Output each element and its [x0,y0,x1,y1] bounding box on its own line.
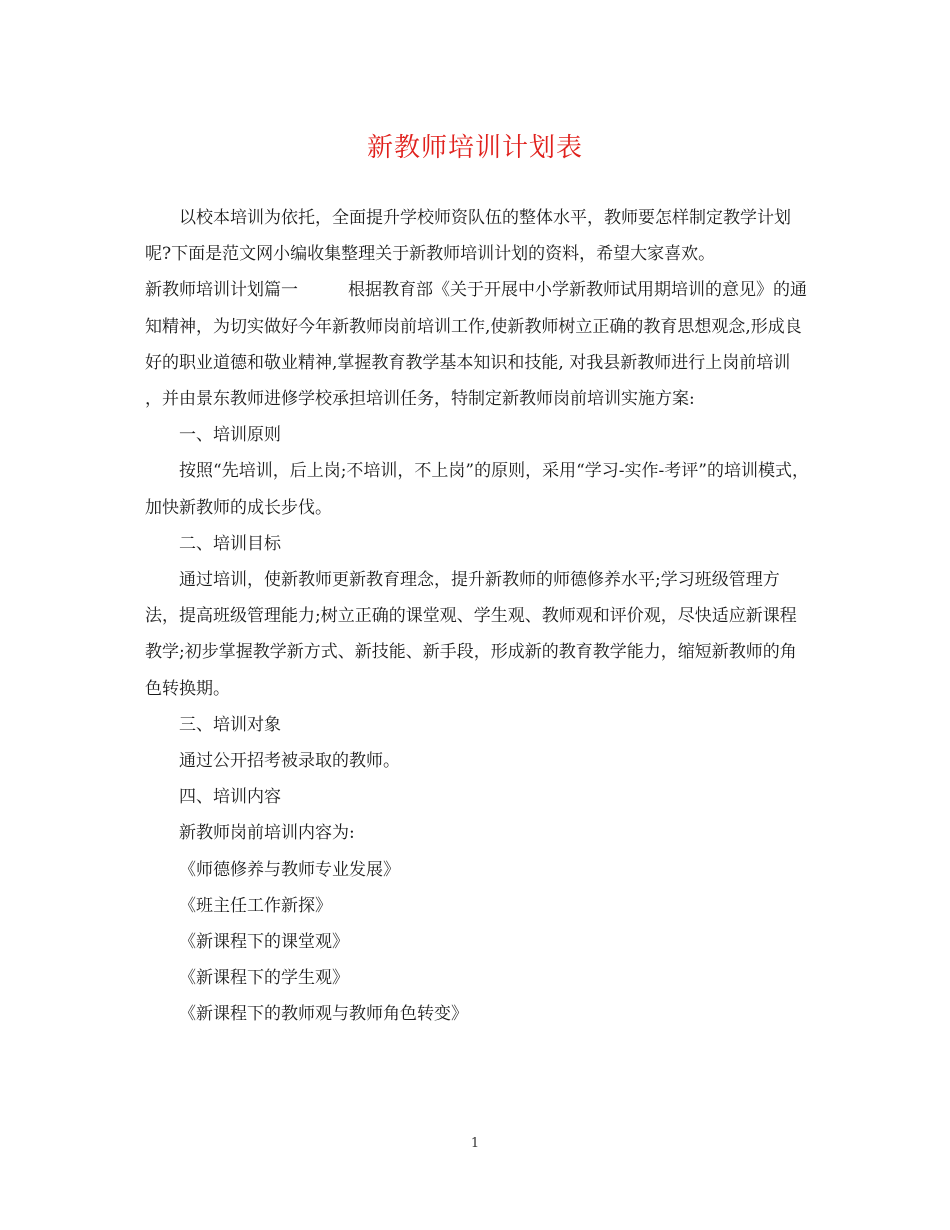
paragraph-content: 新教师岗前培训内容为: [179,823,355,844]
paragraph-goals: 通过培训，使新教师更新教育理念，提升新教师的师德修养水平;学习班级管理方法，提高班级管理能力;树立正确的课堂观、学生观、教师观和评价观，尽快适应新课程教学;初步掌握教学新方式、新技能、新手段，形成新的教育教学能力，缩短新教师的角色转换期。 [145,570,797,699]
list-item: 《师德修养与教师专业发展》 [179,859,400,880]
page-number: 1 [470,1136,480,1151]
section-paragraph [145,272,810,417]
section-first-paragraph: 根据教育部《关于开展中小学新教师试用期培训的意见》的通知精神，为切实做好今年新教师岗前培训工作,使新教师树立正确的教育思想观念,形成良好的职业道德和敬业精神,掌握教育教学基本知识和技能, 对我县新教师进行上岗前培训 ，并由景东教师进修学校承担培训任务，特制定新教师岗前培训实施方案: [145,280,807,410]
document-title: 新教师培训计划表 [366,133,583,163]
heading-content: 四、培训内容 [179,787,281,808]
list-item: 《新课程下的学生观》 [179,968,349,989]
heading-principle: 一、培训原则 [179,425,281,446]
document-body [145,200,810,1033]
intro-paragraph: 以校本培训为依托，全面提升学校师资队伍的整体水平，教师要怎样制定教学计划呢?下面是范文网小编收集整理关于新教师培训计划的资料，希望大家喜欢。 [145,208,791,265]
paragraph-audience: 通过公开招考被录取的教师。 [179,751,400,772]
heading-goals: 二、培训目标 [179,533,281,554]
heading-audience: 三、培训对象 [179,714,281,735]
section-label: 新教师培训计划篇一 [145,280,298,301]
paragraph-principle: 按照“先培训，后上岗;不培训，不上岗”的原则，采用“学习-实作-考评”的培训模式，加快新教师的成长步伐。 [145,461,809,518]
list-item: 《新课程下的课堂观》 [179,932,349,953]
list-item: 《班主任工作新探》 [179,895,332,916]
list-item: 《新课程下的教师观与教师角色转变》 [179,1004,468,1025]
